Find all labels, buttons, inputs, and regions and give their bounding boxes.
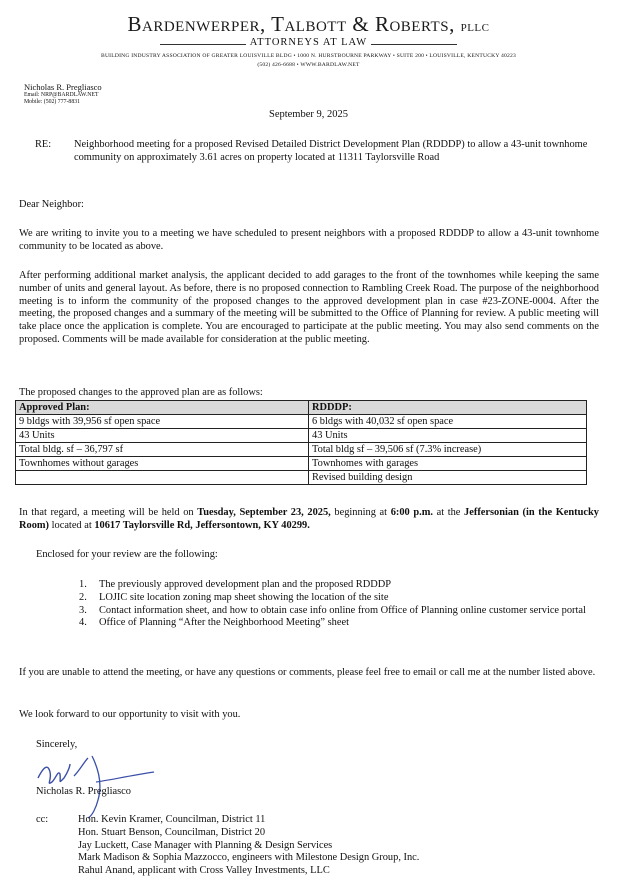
- sender-email: Email: NRP@BARDLAW.NET: [24, 92, 99, 98]
- table-cell: 9 bldgs with 39,956 sf open space: [16, 415, 309, 429]
- header-rdddp: RDDDP:: [309, 401, 587, 415]
- meeting-address: 10617 Taylorsville Rd, Jeffersontown, KY 40299.: [94, 519, 310, 531]
- meeting-location: Jeffersonian (in the Kentucky Room): [19, 507, 599, 531]
- table-cell: 43 Units: [309, 429, 587, 443]
- signer-name: Nicholas R. Pregliasco: [36, 786, 131, 797]
- sender-mobile: Mobile: (502) 777-8831: [24, 99, 81, 105]
- re-subject: Neighborhood meeting for a proposed Revised Detailed District Development Plan (RDDDP) to allow a 43-unit townhome community on approximately 3.61 acres on property located at 11311 Taylorsville Road: [74, 139, 588, 163]
- salutation: Dear Neighbor:: [19, 199, 84, 210]
- signature-graphic: [30, 742, 170, 822]
- meeting-time: 6:00 p.m.: [390, 507, 433, 518]
- table-cell: Townhomes with garages: [309, 457, 587, 471]
- table-row: [16, 415, 587, 429]
- look-forward: We look forward to our opportunity to visit with you.: [19, 709, 241, 720]
- closing-paragraph: If you are unable to attend the meeting, or have any questions or comments, please feel free to email or call me at the number listed above.: [19, 667, 596, 678]
- table-cell: Total bldg. sf – 36,797 sf: [16, 443, 309, 457]
- list-item: Hon. Kevin Kramer, Councilman, District 11: [78, 814, 266, 825]
- table-row: [16, 443, 587, 457]
- enclosed-intro: Enclosed for your review are the following:: [36, 549, 218, 560]
- meeting-paragraph: In that regard, a meeting will be held on Tuesday, September 23, 2025, beginning at 6:00 p.m. at the Jeffersonian (in the Kentucky Room) located at 10617 Taylorsville Rd, Jeffersontown, KY 40299.: [19, 507, 599, 531]
- header-approved-plan: Approved Plan:: [16, 401, 309, 415]
- re-label: RE:: [35, 139, 52, 150]
- table-cell: 6 bldgs with 40,032 sf open space: [309, 415, 587, 429]
- firm-suffix: PLLC: [460, 22, 490, 34]
- list-item: Jay Luckett, Case Manager with Planning & Design Services: [78, 839, 333, 851]
- cc-list: [78, 814, 419, 878]
- enclosure-list: [79, 579, 599, 630]
- table-cell: Total bldg sf – 39,506 sf (7.3% increase): [309, 443, 587, 457]
- table-cell: Townhomes without garages: [16, 457, 309, 471]
- changes-table: [15, 400, 587, 485]
- firm-phone-web: (502) 426-6688 • WWW.BARDLAW.NET: [257, 62, 360, 68]
- table-row: [16, 471, 587, 485]
- table-cell: Revised building design: [309, 471, 587, 485]
- table-cell: 43 Units: [16, 429, 309, 443]
- list-item: Mark Madison & Sophia Mazzocco, engineers with Milestone Design Group, Inc.: [78, 852, 420, 864]
- list-item: Hon. Stuart Benson, Councilman, District 20: [78, 826, 266, 838]
- letter-date: September 9, 2025: [268, 109, 349, 120]
- table-row: [16, 429, 587, 443]
- list-item: Rahul Anand, applicant with Cross Valley Investments, LLC: [78, 865, 330, 877]
- table-cell: [16, 471, 309, 485]
- paragraph-details: After performing additional market analysis, the applicant decided to add garages to the front of the townhomes while keeping the same number of units and general layout. As before, there is no proposed connection to Rambling Creek Road. The purpose of the neighborhood meeting is to inform the community of the proposed changes to the approved development plan in case #23-ZONE-0004. After the meeting, the proposed changes and a summary of the meeting will be submitted to the Office of Planning for review. A public meeting will take place once the application is complete. You are encouraged to participate at the public meeting. You may also send comments on the proposed. Comments will be made available for consideration at the public meeting.: [19, 270, 599, 345]
- sincerely: Sincerely,: [36, 739, 78, 750]
- paragraph-invite: We are writing to invite you to a meeting we have scheduled to present neighbors with a proposed RDDDP to allow a 43-unit townhome community to be located as above.: [19, 228, 599, 252]
- list-item: 4. Office of Planning “After the Neighborhood Meeting” sheet: [79, 617, 349, 629]
- list-item: 1. The previously approved development plan and the proposed RDDDP: [79, 579, 392, 590]
- list-item: 3. Contact information sheet, and how to obtain case info online from Office of Planning online customer service portal: [79, 604, 586, 616]
- cc-label: cc:: [36, 814, 49, 825]
- sender-block: [24, 83, 102, 106]
- meeting-date: Tuesday, September 23, 2025,: [197, 507, 331, 518]
- list-item: 2. LOJIC site location zoning map sheet showing the location of the site: [79, 591, 389, 603]
- firm-name: Bardenwerper, Talbott & Roberts, PLLC: [127, 12, 490, 36]
- table-row: [16, 457, 587, 471]
- table-header-row: [16, 401, 587, 415]
- attorneys-at-law: ATTORNEYS AT LAW: [0, 37, 617, 48]
- firm-address: BUILDING INDUSTRY ASSOCIATION OF GREATER LOUISVILLE BLDG • 1000 N. HURSTBOURNE PARKWAY • SUITE 200 • LOUISVILLE, KENTUCKY 40223: [101, 53, 516, 59]
- table-intro: The proposed changes to the approved plan are as follows:: [19, 387, 263, 398]
- sender-name: Nicholas R. Pregliasco: [24, 82, 102, 92]
